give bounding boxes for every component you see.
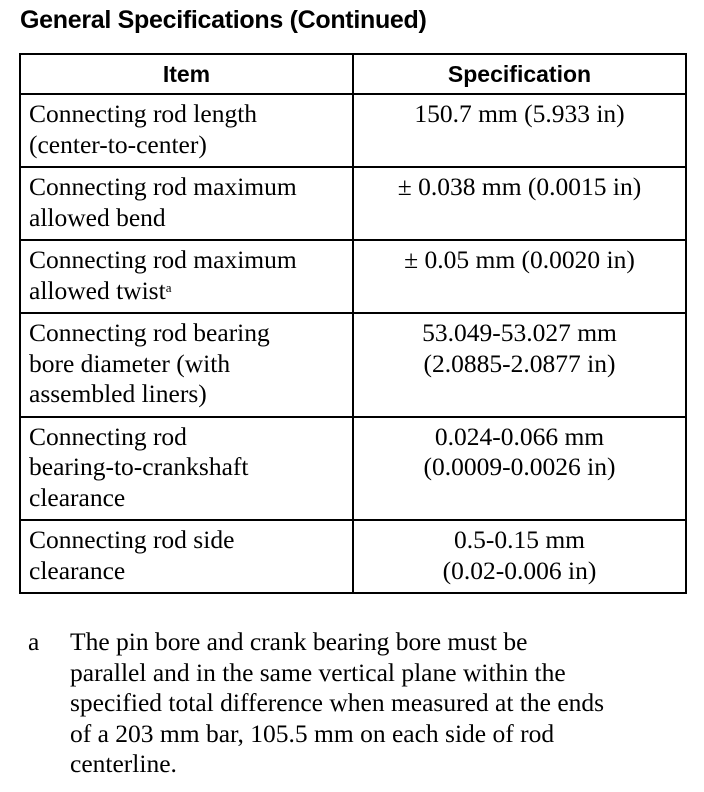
table-row — [20, 520, 686, 593]
footnote-line: The pin bore and crank bearing bore must be — [70, 627, 528, 656]
item-line: clearance — [29, 555, 126, 585]
specification-line: 53.049-53.027 mm — [422, 318, 617, 347]
table-row — [20, 417, 686, 521]
specification-line: ± 0.038 mm (0.0015 in) — [397, 172, 642, 201]
table-row — [20, 94, 686, 167]
specifications-table — [19, 53, 687, 594]
specification-line: 0.5-0.15 mm — [453, 525, 586, 554]
item-line: bore diameter (with — [29, 348, 231, 378]
header-item: Item — [20, 54, 353, 94]
item-line: Connecting rod maximum — [29, 245, 297, 274]
item-line: assembled liners) — [29, 379, 207, 408]
table-row — [20, 313, 686, 417]
item-cell — [20, 417, 353, 521]
item-cell — [20, 313, 353, 417]
item-line-text: allowed twist — [29, 275, 166, 305]
specification-line: ± 0.05 mm (0.0020 in) — [404, 245, 635, 274]
specification-line: (0.0009-0.0026 in) — [423, 452, 616, 481]
footnote-line: centerline. — [70, 749, 177, 778]
item-line: (center-to-center) — [29, 129, 207, 159]
item-line: Connecting rod bearing — [29, 318, 270, 347]
table-row — [20, 167, 686, 240]
item-line: clearance — [29, 482, 126, 512]
specification-cell — [353, 94, 686, 167]
footnote-text — [70, 627, 700, 780]
footnote-line: of a 203 mm bar, 105.5 mm on each side of rod — [70, 718, 555, 748]
item-line: Connecting rod — [29, 421, 187, 451]
specification-cell — [353, 520, 686, 593]
table-header-row — [20, 54, 686, 94]
footnote-line: specified total difference when measured at the ends — [70, 688, 605, 717]
specification-line: (0.02-0.006 in) — [442, 555, 597, 585]
item-line: Connecting rod side — [29, 525, 235, 554]
page-title: General Specifications (Continued) — [20, 6, 427, 34]
specification-line: 0.024-0.066 mm — [434, 421, 605, 451]
header-specification: Specification — [353, 54, 686, 94]
item-line: bearing-to-crankshaft — [29, 452, 249, 481]
footnote-mark: a — [28, 627, 40, 656]
item-cell — [20, 167, 353, 240]
specification-cell — [353, 417, 686, 521]
item-cell — [20, 94, 353, 167]
specification-line: (2.0885-2.0877 in) — [423, 348, 616, 378]
item-cell — [20, 520, 353, 593]
item-line: allowed bend — [29, 202, 166, 232]
specification-cell — [353, 313, 686, 417]
footnote-line: parallel and in the same vertical plane within the — [70, 657, 566, 687]
item-line: Connecting rod maximum — [29, 172, 297, 201]
specification-cell — [353, 167, 686, 240]
table-row — [20, 240, 686, 313]
item-cell — [20, 240, 353, 313]
item-line — [29, 276, 344, 307]
specification-cell — [353, 240, 686, 313]
footnote-reference: a — [165, 279, 172, 295]
item-line: Connecting rod length — [29, 99, 258, 128]
specification-line: 150.7 mm (5.933 in) — [414, 99, 625, 128]
